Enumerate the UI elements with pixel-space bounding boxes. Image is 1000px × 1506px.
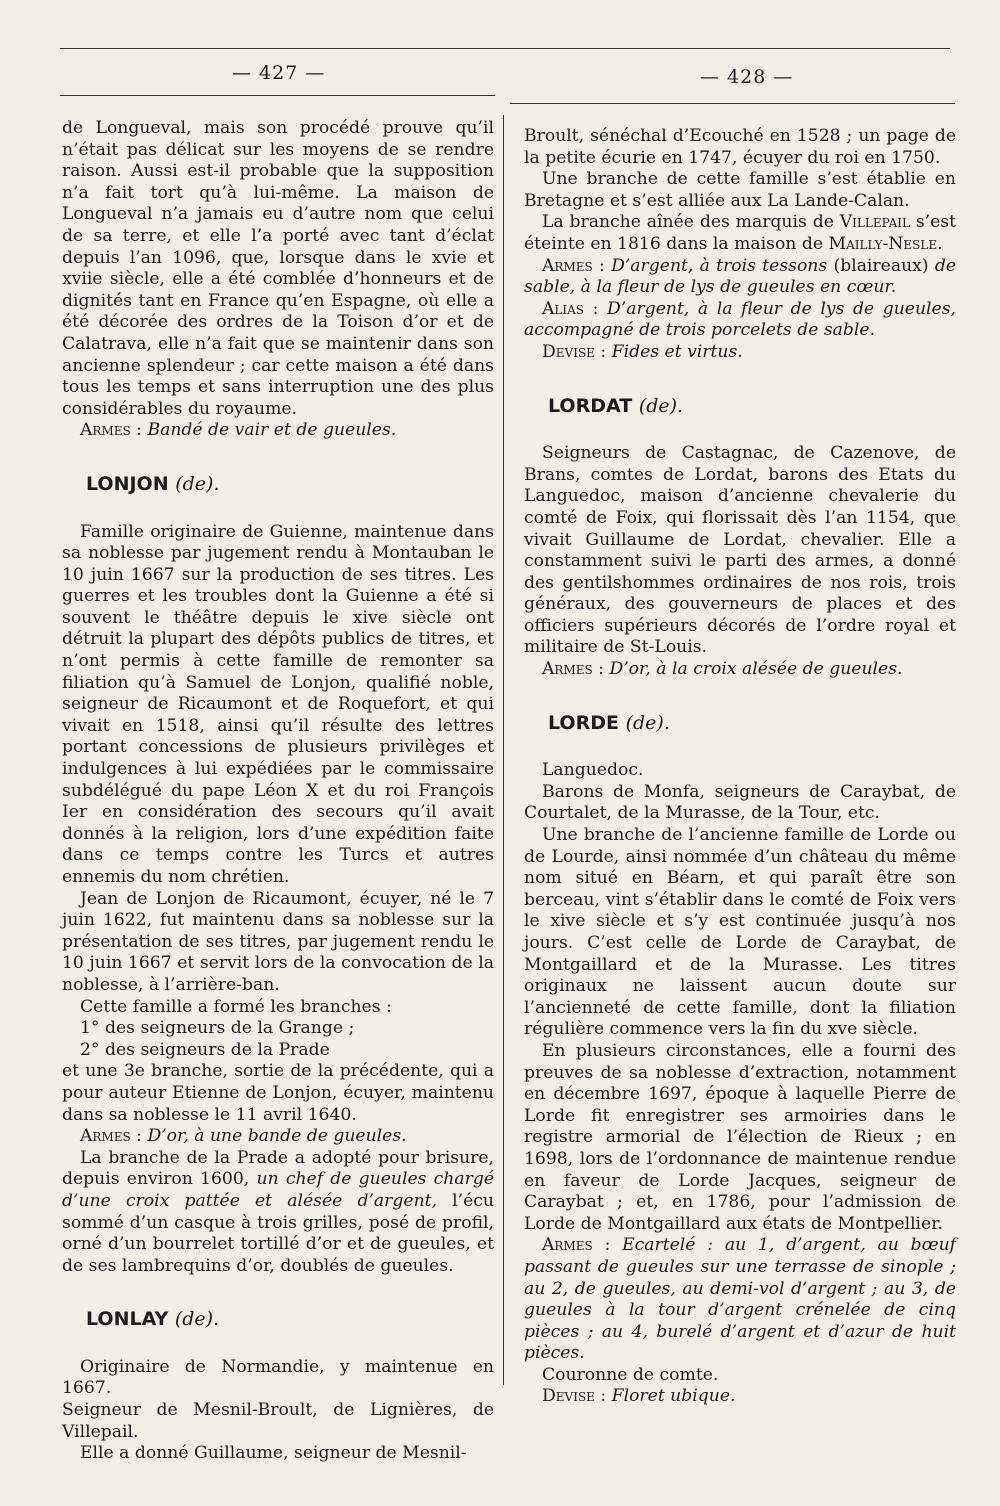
armes-label: Armes — [80, 1126, 131, 1147]
entry-name: LORDE — [548, 711, 619, 734]
entry-heading-lordat — [548, 396, 956, 418]
paragraph: 2° des seigneurs de la Prade — [80, 1039, 330, 1060]
paragraph: Seigneur de Mesnil-Broult, de Lignières, de Villepail. — [62, 1400, 494, 1442]
entry-heading-lorde — [548, 713, 956, 735]
paragraph: Elle a donné Guillaume, seigneur de Mesnil- — [80, 1443, 467, 1464]
armes-text-1: D’argent, à trois tessons — [611, 255, 828, 276]
armes-label: Armes — [542, 1235, 593, 1256]
paragraph: et une 3e branche, sortie de la précédente, qui a pour auteur Etienne de Lonjon, écuyer, maintenu dans sa noblesse le 11 avril 1640. — [62, 1061, 494, 1125]
entry-name: LORDAT — [548, 394, 633, 417]
villepail-name: Villepail — [839, 212, 910, 233]
entry-particle: (de). — [638, 394, 684, 417]
paragraph: Une branche de cette famille s’est établie en Bretagne et s’est alliée aux La Lande-Calan. — [524, 169, 956, 211]
entry-particle: (de). — [174, 1308, 220, 1331]
paragraph: Languedoc. — [542, 760, 644, 781]
devise-text: Floret ubique. — [611, 1386, 736, 1407]
page-number-right: — 428 — — [700, 66, 794, 88]
devise-line: Devise : Fides et virtus. — [542, 341, 743, 362]
villepail-text-2: s’est éteinte en 1816 dans la maison de — [524, 212, 957, 254]
paragraph: Barons de Monfa, seigneurs de Caraybat, de Courtalet, de la Murasse, de la Tour, etc. — [524, 781, 956, 824]
armes-text-2: (blaireaux) — [833, 255, 929, 276]
left-header-rule — [60, 95, 495, 96]
armes-label: Armes — [80, 420, 131, 441]
villepail-paragraph — [524, 212, 956, 255]
brisure-paragraph — [62, 1148, 494, 1278]
armes-text: Bandé de vair et de gueules. — [147, 420, 397, 441]
armes-label: Armes — [542, 659, 593, 680]
column-divider — [503, 115, 504, 1385]
paragraph: 1° des seigneurs de la Grange ; — [80, 1018, 355, 1039]
alias-line: Alias : D’argent, à la fleur de lys de gueules, accompagné de trois porcelets de sable. — [524, 298, 957, 341]
armes-line: Armes : D’argent, à trois tessons (blaireaux) de sable, à la fleur de lys de gueules en cœur. — [524, 255, 957, 298]
armes-line: Armes : D’or, à une bande de gueules. — [80, 1126, 407, 1147]
entry-particle: (de). — [625, 711, 670, 734]
villepail-house: Mailly-Nesle. — [828, 233, 943, 254]
armes-line: Armes : D’or, à la croix alésée de gueules. — [542, 659, 903, 680]
devise-line: Devise : Floret ubique. — [542, 1386, 736, 1407]
paragraph: Originaire de Normandie, y maintenue en 1667. — [62, 1356, 494, 1399]
villepail-text-1: La branche aînée des marquis de — [542, 212, 834, 233]
devise-label: Devise — [542, 1386, 595, 1407]
armes-label: Armes — [542, 255, 593, 276]
paragraph: Famille originaire de Guienne, maintenue dans sa noblesse par jugement rendu à Montauban le 10 juin 1667 sur la production de ses titres. Les guerres et les troubles dont la Guienne a été si souvent le théâtre depuis le xive siècle ont détruit la plupart des dépôts publics de titres, et n’ont permis à cette famille de remonter sa filiation qu’à Samuel de Lonjon, qualifié noble, seigneur de Ricaumont et de Roquefort, et qui vivait en 1518, ainsi qu’il résulte des lettres portant concessions de plusieurs privilèges et indulgences à lui expédiées par le commissaire subdélégué du pape Léon X et du roi François Ier en considération des secours qu’il avait donnés à la religion, lors d’une expédition faite dans ce temps contre les Turcs et autres ennemis du nom chrétien. — [62, 521, 494, 887]
entry-heading-lonjon — [86, 474, 494, 496]
armes-line: Armes : Ecartelé : au 1, d’argent, au bœuf passant de gueules sur une terrasse de sinople ; au 2, de gueules, au demi-vol d’argent ; au 3, de gueules à la tour d’argent crénelée de cinq pièces ; au 4, burelé d’argent et d’azur de huit pièces. — [524, 1235, 956, 1364]
paragraph: de Longueval, mais son procédé prouve qu’il n’était pas délicat sur les moyens de se rendre raison. Aussi est-il probable que la supposition n’a fait tort qu’à lui-même. La maison de Longueval n’a jamais eu d’autre nom que celui de sa terre, et elle l’a porté avec tant d’éclat depuis l’an 1096, que, lorsque dans le xvie et xviie siècle, elle a été comblée d’honneurs et de dignités tant en France qu’en Espagne, où elle a été décorée des ordres de la Toison d’or et de Calatrava, elle n’a fait que se maintenir dans son ancienne splendeur ; car cette maison a été dans tous les temps et sans interruption une des plus considérables du royaume. — [62, 118, 494, 419]
alias-label: Alias — [542, 298, 585, 319]
devise-label: Devise — [542, 341, 595, 362]
paragraph: Cette famille a formé les branches : — [80, 996, 392, 1017]
top-rule — [60, 48, 950, 49]
entry-name: LONJON — [86, 472, 169, 495]
right-column — [524, 126, 956, 1408]
paragraph: Broult, sénéchal d’Ecouché en 1528 ; un page de la petite écurie en 1747, écuyer du roi en 1750. — [524, 126, 956, 168]
armes-line: Armes : Bandé de vair et de gueules. — [80, 420, 397, 441]
page-number-left: — 427 — — [232, 62, 326, 84]
alias-text: D’argent, à la fleur de lys de gueules, accompagné de trois porcelets de sable. — [524, 298, 957, 341]
couronne-line: Couronne de comte. — [542, 1364, 719, 1385]
armes-text: Ecartelé : au 1, d’argent, au bœuf passant de gueules sur une terrasse de sinople ; au 2, de gueules, au demi-vol d’argent ; au 3, de gueules à la tour d’argent crénelée de cinq pièces ; au 4, burelé d’argent et d’azur de huit pièces. — [524, 1235, 956, 1364]
paragraph: Une branche de l’ancienne famille de Lorde ou de Lourde, ainsi nommée d’un château du même nom situé en Béarn, et qui paraît être son berceau, vint s’établir dans le comté de Foix vers le xive siècle et s’y est continuée jusqu’à nos jours. C’est celle de Lorde de Caraybat, de Montgaillard et de la Murasse. Les titres originaux ne laissent aucun doute sur l’ancienneté de cette famille, dont la filiation régulière commence vers la fin du xve siècle. — [524, 825, 956, 1040]
brisure-text-1: La branche de la Prade a adopté pour brisure, depuis environ 1600, — [62, 1147, 494, 1190]
brisure-text-2: un chef de gueules chargé d’une croix pattée et alésée d’argent, — [62, 1169, 495, 1211]
entry-name: LONLAY — [86, 1308, 169, 1331]
armes-text-3: de sable, à la fleur de lys de gueules en cœur. — [524, 255, 957, 298]
armes-text: D’or, à la croix alésée de gueules. — [609, 659, 903, 680]
brisure-text-3: l’écu sommé d’un casque à trois grilles, posé de profil, orné d’un bourrelet tortillé d’or et de gueules, et de ses lambrequins d’or, doublés de gueules. — [62, 1190, 494, 1276]
devise-text: Fides et virtus. — [611, 341, 743, 362]
paragraph: Jean de Lonjon de Ricaumont, écuyer, né le 7 juin 1622, fut maintenu dans sa noblesse sur la présentation de ses titres, par jugement rendu le 10 juin 1667 et servit lors de la convocation de la noblesse, à l’arrière-ban. — [62, 888, 494, 995]
entry-heading-lonlay — [86, 1309, 494, 1331]
right-header-rule — [510, 103, 955, 104]
paragraph: En plusieurs circonstances, elle a fourni des preuves de sa noblesse d’extraction, notamment en décembre 1697, époque à laquelle Pierre de Lorde fit enregistrer ses armoiries dans le registre armorial de l’élection de Rieux ; en 1698, lors de l’ordonnance de maintenue rendue en faveur de Lorde Jacques, seigneur de Caraybat ; et, en 1786, pour l’admission de Lorde de Montgaillard aux états de Montpellier. — [524, 1040, 956, 1234]
entry-particle: (de). — [175, 472, 220, 495]
left-column — [62, 118, 494, 1465]
armes-text: D’or, à une bande de gueules. — [147, 1126, 407, 1147]
paragraph: Seigneurs de Castagnac, de Cazenove, de Brans, comtes de Lordat, barons des Etats du Languedoc, maison d’ancienne chevalerie du comté de Foix, qui florissait dès l’an 1154, que vivait Guillaume de Lordat, chevalier. Elle a constamment suivi le parti des armes, a donné des gentilshommes ordinaires de nos rois, trois généraux, des gouverneurs de places et des officiers supérieurs décorés de l’ordre royal et militaire de St-Louis. — [524, 443, 956, 658]
